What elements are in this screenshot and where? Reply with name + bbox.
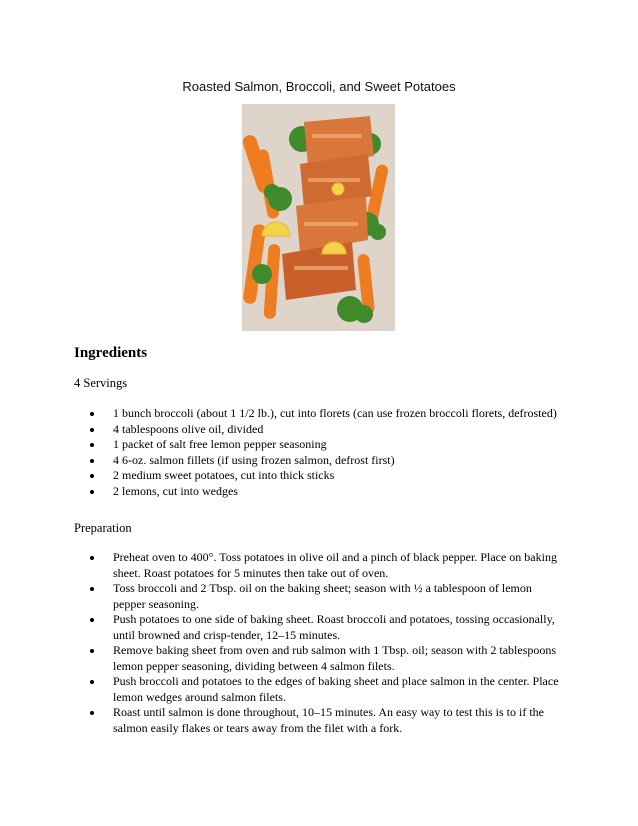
ingredients-heading: Ingredients (74, 345, 148, 361)
bullet-icon (90, 680, 94, 684)
list-item (74, 674, 566, 705)
list-item (74, 612, 566, 643)
ingredient-text: 2 medium sweet potatoes, cut into thick sticks (113, 468, 335, 482)
ingredient-text: 4 6-oz. salmon fillets (if using frozen salmon, defrost first) (113, 452, 395, 467)
ingredient-text: 1 bunch broccoli (about 1 1/2 lb.), cut into florets (can use frozen broccoli florets, defrosted) (113, 406, 557, 420)
preparation-list (74, 550, 566, 736)
list-item (74, 550, 566, 581)
step-text: Push potatoes to one side of baking sheet. Roast broccoli and potatoes, tossing occasionally, until browned and crisp-tender, 12–15 minutes. (113, 612, 555, 642)
step-text: Push broccoli and potatoes to the edges of baking sheet and place salmon in the center. Place lemon wedges around salmon filets. (113, 674, 559, 704)
servings-text: 4 Servings (74, 376, 128, 390)
list-item (74, 643, 566, 674)
ingredient-text: 1 packet of salt free lemon pepper seasoning (113, 437, 327, 451)
list-item (74, 581, 566, 612)
ingredient-text: 2 lemons, cut into wedges (113, 483, 238, 498)
bullet-icon (90, 618, 94, 622)
bullet-icon (90, 711, 94, 715)
list-item (74, 453, 564, 469)
step-text: Roast until salmon is done throughout, 10–15 minutes. An easy way to test this is to if the salmon easily flakes or tears away from the filet with a fork. (113, 705, 544, 735)
step-text: Remove baking sheet from oven and rub salmon with 1 Tbsp. oil; season with 2 tablespoons lemon pepper seasoning, dividing between 4 salmon filets. (113, 643, 557, 673)
ingredients-list (74, 406, 564, 499)
step-text: Toss broccoli and 2 Tbsp. oil on the baking sheet; season with ½ a tablespoon of lemon pepper seasoning. (113, 581, 532, 611)
list-item (74, 422, 564, 438)
salmon-dish-photo (242, 104, 395, 331)
list-item (74, 705, 566, 736)
list-item (74, 437, 564, 453)
bullet-icon (90, 587, 94, 591)
bullet-icon (90, 443, 94, 447)
preparation-heading: Preparation (74, 521, 132, 535)
bullet-icon (90, 474, 94, 478)
step-text: Preheat oven to 400°. Toss potatoes in olive oil and a pinch of black pepper. Place on baking sheet. Roast potatoes for 5 minutes then take out of oven. (113, 550, 557, 580)
bullet-icon (90, 428, 94, 432)
page-title: Roasted Salmon, Broccoli, and Sweet Potatoes (182, 79, 456, 94)
salmon-dish-illustration (242, 104, 395, 331)
bullet-icon (90, 412, 94, 416)
list-item (74, 484, 564, 500)
list-item (74, 406, 564, 422)
bullet-icon (90, 556, 94, 560)
ingredient-text: 4 tablespoons olive oil, divided (113, 421, 264, 436)
bullet-icon (90, 490, 94, 494)
list-item (74, 468, 564, 484)
bullet-icon (90, 649, 94, 653)
bullet-icon (90, 459, 94, 463)
